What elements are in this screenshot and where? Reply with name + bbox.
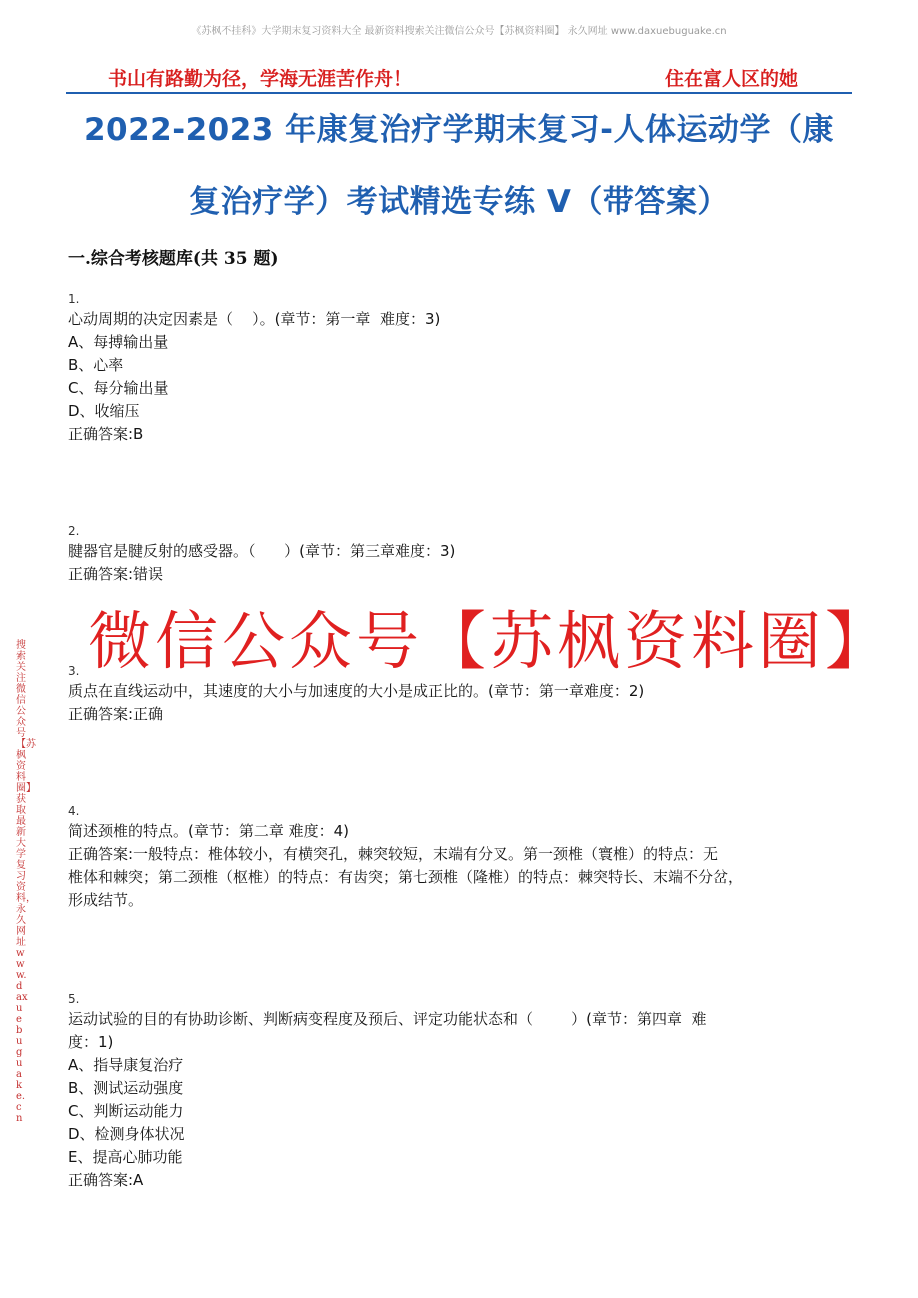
top-note: 《苏枫不挂科》大学期末复习资料大全 最新资料搜索关注微信公众号【苏枫资料圈】 永久网址 www.daxuebuguake.cn [191, 26, 727, 37]
option-c: C、判断运动能力 [68, 1102, 184, 1120]
answer: 正确答案:A [68, 1171, 144, 1189]
question-2 [68, 522, 856, 586]
slogan-left: 书山有路勤为径，学海无涯苦作舟！ [108, 68, 413, 90]
question-number: 2. [68, 524, 80, 538]
watermark: 微信公众号【苏枫资料圈】 [88, 605, 892, 678]
option-c: C、每分输出量 [68, 379, 169, 397]
question-number: 1. [68, 292, 80, 306]
option-a: A、指导康复治疗 [68, 1056, 184, 1074]
question-stem-line-1: 运动试验的目的有协助诊断、判断病变程度及预后、评定功能状态和（ ）(章节：第四章 难 [68, 1010, 707, 1028]
option-d: D、检测身体状况 [68, 1125, 185, 1143]
question-5 [68, 990, 856, 1192]
option-e: E、提高心肺功能 [68, 1148, 183, 1166]
option-d: D、收缩压 [68, 402, 140, 420]
side-note: 搜索关注微信公众号【苏枫资料圈】 获取最新大学复习资料，永久网址 www.daxuebuguake.cn [16, 640, 36, 1124]
title-line-2: 复治疗学）考试精选专练 V（带答案） [189, 184, 729, 220]
answer-line-1: 正确答案:一般特点：椎体较小，有横突孔，棘突较短，末端有分叉。第一颈椎（寰椎）的特点：无 [68, 845, 719, 863]
question-3 [68, 662, 856, 726]
title-line-1: 2022-2023 年康复治疗学期末复习-人体运动学（康 [83, 112, 835, 148]
section-heading: 一.综合考核题库(共 35 题) [68, 249, 279, 269]
question-stem: 腱器官是腱反射的感受器。（ ）(章节：第三章难度：3) [68, 542, 456, 560]
option-a: A、每搏输出量 [68, 333, 169, 351]
option-b: B、测试运动强度 [68, 1079, 184, 1097]
answer-line-3: 形成结节。 [68, 891, 144, 909]
question-stem: 质点在直线运动中，其速度的大小与加速度的大小是成正比的。(章节：第一章难度：2) [68, 682, 645, 700]
slogan-right: 住在富人区的她 [665, 68, 799, 90]
option-b: B、心率 [68, 356, 124, 374]
question-number: 5. [68, 992, 80, 1006]
question-number: 4. [68, 804, 80, 818]
question-1 [68, 290, 856, 446]
answer: 正确答案:正确 [68, 705, 164, 723]
question-stem-line-2: 度：1) [68, 1033, 114, 1051]
answer-line-2: 椎体和棘突；第二颈椎（枢椎）的特点：有齿突；第七颈椎（隆椎）的特点：棘突特长、末端不分岔， [68, 868, 744, 886]
question-stem: 心动周期的决定因素是（ ）。(章节：第一章 难度：3) [68, 310, 441, 328]
question-stem: 简述颈椎的特点。(章节：第二章 难度：4) [68, 822, 350, 840]
question-number: 3. [68, 664, 80, 678]
question-4 [68, 802, 856, 912]
document-title [60, 94, 858, 238]
answer: 正确答案:B [68, 425, 144, 443]
answer: 正确答案:错误 [68, 565, 164, 583]
